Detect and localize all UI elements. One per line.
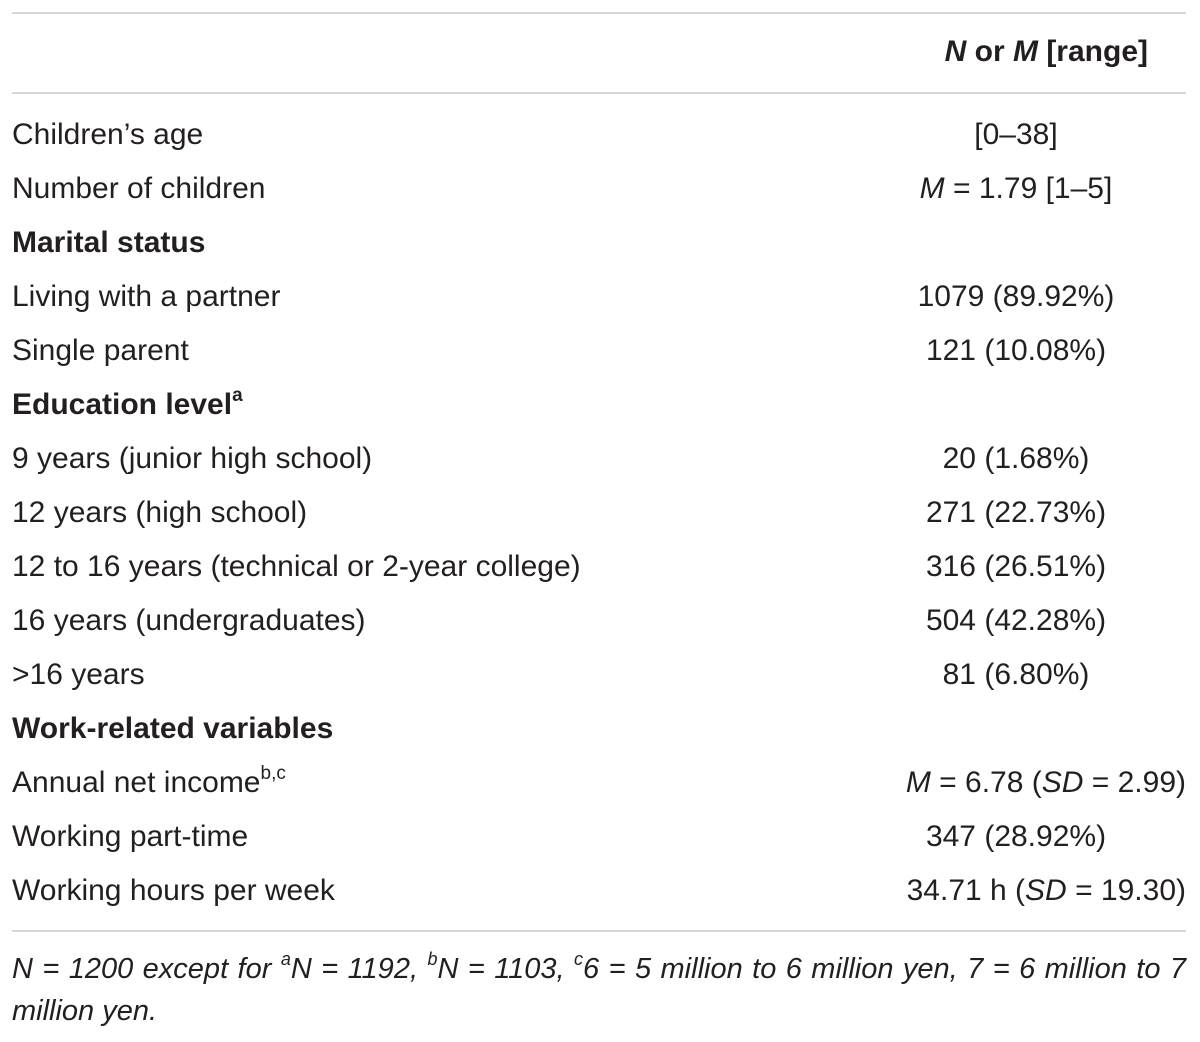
row-value-edu-gt16: 81 (6.80%) <box>942 658 1090 691</box>
header-m: M <box>1012 35 1038 68</box>
table-row <box>12 324 1186 378</box>
row-value-edu-12-16: 316 (26.51%) <box>925 550 1107 583</box>
hours-week-mean: 34.71 h ( <box>906 874 1026 907</box>
table-top-rule <box>12 12 1186 14</box>
row-value-children-age: [0–38] <box>974 118 1058 151</box>
row-label-annual-income <box>12 756 286 810</box>
footnote-marker: c <box>574 949 584 970</box>
row-label-single-parent: Single parent <box>12 334 189 367</box>
table-row <box>12 756 1186 810</box>
table-row <box>12 594 1186 648</box>
section-label-education-level <box>12 378 243 432</box>
header-range: [range] <box>1037 35 1148 68</box>
annual-income-sd: = 2.99) <box>1083 766 1186 799</box>
table-row <box>12 864 1186 918</box>
footnote-part: 6 = 5 million to 6 million yen, 7 = 6 million to 7 million yen. <box>12 953 1187 1027</box>
row-label-living-partner: Living with a partner <box>12 280 281 313</box>
hours-week-sd: = 19.30) <box>1066 874 1186 907</box>
m-symbol: M <box>905 766 931 799</box>
row-value-edu-12: 271 (22.73%) <box>925 496 1107 529</box>
row-value-living-partner: 1079 (89.92%) <box>917 280 1115 313</box>
number-children-stat: = 1.79 [1–5] <box>944 172 1113 205</box>
table-body <box>12 108 1186 918</box>
column-header <box>945 32 1148 72</box>
footnote-marker: a <box>280 949 291 970</box>
annual-income-mean: = 6.78 ( <box>930 766 1042 799</box>
table-row <box>12 108 1186 162</box>
row-value-annual-income <box>906 756 1186 810</box>
header-n: N <box>944 35 967 68</box>
row-value-number-children <box>846 162 1186 216</box>
row-label-edu-12: 12 years (high school) <box>12 496 308 529</box>
footnote-part: N = 1200 except for <box>12 953 281 985</box>
header-bottom-rule <box>12 92 1186 94</box>
row-label-number-children: Number of children <box>12 172 266 205</box>
footnote-marker: b <box>427 949 438 970</box>
table-row <box>12 648 1186 702</box>
table-row <box>12 810 1186 864</box>
table-bottom-rule <box>12 930 1186 932</box>
table-row <box>12 432 1186 486</box>
sd-symbol: SD <box>1041 766 1084 799</box>
row-value-edu-9: 20 (1.68%) <box>942 442 1090 475</box>
row-label-part-time: Working part-time <box>12 820 249 853</box>
row-label-edu-16: 16 years (undergraduates) <box>12 604 366 637</box>
footnote-marker: b,c <box>260 763 286 784</box>
row-label-hours-week: Working hours per week <box>12 874 335 907</box>
footnote-marker: a <box>232 385 243 406</box>
row-label-edu-9: 9 years (junior high school) <box>12 442 373 475</box>
table-footnote <box>12 948 1186 1032</box>
row-value-edu-16: 504 (42.28%) <box>925 604 1107 637</box>
table-row <box>12 270 1186 324</box>
table-row <box>12 486 1186 540</box>
footnote-part: N = 1192, <box>290 953 428 985</box>
row-label-edu-12-16: 12 to 16 years (technical or 2-year college) <box>12 550 581 583</box>
table-row <box>12 540 1186 594</box>
sd-symbol: SD <box>1025 874 1067 907</box>
row-value-single-parent: 121 (10.08%) <box>925 334 1107 367</box>
row-value-hours-week <box>907 864 1186 918</box>
m-symbol: M <box>919 172 945 205</box>
section-heading <box>12 378 1186 432</box>
row-value-part-time: 347 (28.92%) <box>925 820 1107 853</box>
table-row <box>12 162 1186 216</box>
row-label-children-age: Children’s age <box>12 118 204 151</box>
footnote-part: N = 1103, <box>437 953 575 985</box>
section-label-work-related: Work-related variables <box>12 712 334 745</box>
section-label-marital-status: Marital status <box>12 226 206 259</box>
section-heading <box>12 216 1186 270</box>
row-label-edu-gt16: >16 years <box>12 658 145 691</box>
annual-income-text: Annual net income <box>12 766 261 799</box>
section-heading <box>12 702 1186 756</box>
header-or: or <box>966 35 1013 68</box>
education-level-text: Education level <box>12 388 233 421</box>
